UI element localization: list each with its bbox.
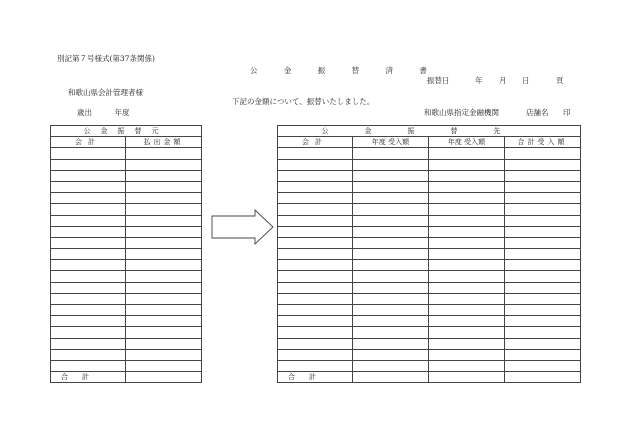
dest-cell[interactable]: [505, 181, 581, 192]
source-header-row: [51, 137, 202, 148]
dest-cell[interactable]: [505, 349, 581, 360]
source-row: [51, 249, 202, 260]
source-cell[interactable]: [126, 282, 202, 293]
dest-row: [278, 271, 581, 282]
dest-cell[interactable]: [353, 249, 429, 260]
dest-row: [278, 327, 581, 338]
dest-header-total: 合計受入額: [505, 137, 581, 148]
dest-cell[interactable]: [353, 226, 429, 237]
source-row: [51, 360, 202, 371]
transfer-date-year: 年: [475, 76, 483, 85]
source-cell[interactable]: [126, 305, 202, 316]
dest-total-label: 合計: [278, 372, 353, 383]
source-cell[interactable]: [126, 181, 202, 192]
source-cell[interactable]: [126, 237, 202, 248]
dest-cell[interactable]: [278, 215, 353, 226]
source-cell[interactable]: [51, 181, 126, 192]
dest-row: [278, 204, 581, 215]
dest-cell[interactable]: [278, 159, 353, 170]
source-cell[interactable]: [51, 204, 126, 215]
dest-cell[interactable]: [278, 237, 353, 248]
source-total-label: 合計: [51, 372, 126, 383]
source-cell[interactable]: [51, 215, 126, 226]
dest-cell[interactable]: [505, 338, 581, 349]
dest-cell[interactable]: [353, 181, 429, 192]
source-total-cell[interactable]: [126, 372, 202, 383]
dest-cell[interactable]: [429, 193, 505, 204]
source-row: [51, 204, 202, 215]
dest-cell[interactable]: [278, 360, 353, 371]
addressee: 和歌山県会計管理者様: [68, 88, 143, 97]
source-cell[interactable]: [126, 193, 202, 204]
source-cell[interactable]: [126, 338, 202, 349]
dest-total-row: [278, 372, 581, 383]
source-row: [51, 181, 202, 192]
source-row: [51, 282, 202, 293]
source-cell[interactable]: [51, 159, 126, 170]
dest-cell[interactable]: [353, 282, 429, 293]
dest-total-cell[interactable]: [505, 372, 581, 383]
source-row: [51, 159, 202, 170]
dest-cell[interactable]: [505, 305, 581, 316]
dest-row: [278, 237, 581, 248]
source-cell[interactable]: [126, 327, 202, 338]
form-id: 別記第７号様式(第37条関係): [57, 54, 155, 63]
source-title-row: [51, 126, 202, 137]
dest-row: [278, 193, 581, 204]
dest-cell[interactable]: [429, 181, 505, 192]
dest-cell[interactable]: [505, 271, 581, 282]
dest-cell[interactable]: [505, 316, 581, 327]
transfer-date-day: 日: [522, 76, 530, 85]
dest-cell[interactable]: [278, 226, 353, 237]
source-cell[interactable]: [126, 204, 202, 215]
dest-cell[interactable]: [505, 193, 581, 204]
dest-cell[interactable]: [505, 360, 581, 371]
dest-cell[interactable]: [353, 170, 429, 181]
dest-cell[interactable]: [353, 204, 429, 215]
dest-row: [278, 360, 581, 371]
fiscal-year: 歳出 年度: [77, 108, 130, 117]
transfer-date-month: 月: [499, 76, 507, 85]
dest-row: [278, 226, 581, 237]
source-row: [51, 226, 202, 237]
source-row: [51, 316, 202, 327]
dest-cell[interactable]: [278, 327, 353, 338]
source-cell[interactable]: [126, 271, 202, 282]
dest-cell[interactable]: [505, 282, 581, 293]
dest-cell[interactable]: [429, 293, 505, 304]
dest-cell[interactable]: [353, 260, 429, 271]
dest-row: [278, 260, 581, 271]
dest-cell[interactable]: [429, 327, 505, 338]
source-cell[interactable]: [126, 148, 202, 159]
dest-cell[interactable]: [278, 293, 353, 304]
source-row: [51, 170, 202, 181]
branch-label: 店舗名: [526, 108, 549, 117]
source-row: [51, 148, 202, 159]
dest-cell[interactable]: [429, 148, 505, 159]
source-cell[interactable]: [126, 159, 202, 170]
source-cell[interactable]: [126, 293, 202, 304]
transfer-date-label: 振替日: [427, 76, 450, 85]
dest-row: [278, 215, 581, 226]
dest-cell[interactable]: [278, 349, 353, 360]
dest-cell[interactable]: [278, 260, 353, 271]
seal-label: 印: [563, 108, 571, 117]
dest-row: [278, 148, 581, 159]
dest-cell[interactable]: [429, 226, 505, 237]
dest-cell[interactable]: [429, 349, 505, 360]
source-cell[interactable]: [51, 316, 126, 327]
dest-row: [278, 170, 581, 181]
dest-cell[interactable]: [505, 293, 581, 304]
source-cell[interactable]: [51, 349, 126, 360]
source-row: [51, 338, 202, 349]
source-cell[interactable]: [51, 282, 126, 293]
dest-total-cell[interactable]: [429, 372, 505, 383]
source-row: [51, 305, 202, 316]
dest-cell[interactable]: [505, 249, 581, 260]
source-cell[interactable]: [126, 226, 202, 237]
dest-row: [278, 159, 581, 170]
source-cell[interactable]: [51, 226, 126, 237]
dest-cell[interactable]: [278, 249, 353, 260]
dest-cell[interactable]: [505, 237, 581, 248]
dest-cell[interactable]: [353, 316, 429, 327]
source-cell[interactable]: [126, 249, 202, 260]
dest-row: [278, 349, 581, 360]
source-cell[interactable]: [51, 327, 126, 338]
dest-cell[interactable]: [278, 271, 353, 282]
dest-cell[interactable]: [505, 159, 581, 170]
source-row: [51, 327, 202, 338]
source-row: [51, 349, 202, 360]
dest-row: [278, 293, 581, 304]
dest-cell[interactable]: [278, 204, 353, 215]
source-cell[interactable]: [126, 316, 202, 327]
dest-cell[interactable]: [429, 249, 505, 260]
dest-cell[interactable]: [353, 349, 429, 360]
source-row: [51, 237, 202, 248]
source-cell[interactable]: [126, 215, 202, 226]
source-header-account: 会計: [51, 137, 126, 148]
dest-total-cell[interactable]: [353, 372, 429, 383]
source-row: [51, 293, 202, 304]
dest-cell[interactable]: [278, 170, 353, 181]
dest-cell[interactable]: [353, 327, 429, 338]
dest-cell[interactable]: [278, 193, 353, 204]
dest-cell[interactable]: [505, 204, 581, 215]
dest-cell[interactable]: [429, 282, 505, 293]
dest-row: [278, 338, 581, 349]
dest-cell[interactable]: [278, 148, 353, 159]
dest-cell[interactable]: [353, 360, 429, 371]
source-cell[interactable]: [51, 338, 126, 349]
transfer-message: 下記の金額について、振替いたしました。: [232, 97, 375, 106]
dest-cell[interactable]: [429, 305, 505, 316]
dest-cell[interactable]: [353, 271, 429, 282]
dest-cell[interactable]: [278, 282, 353, 293]
dest-cell[interactable]: [353, 193, 429, 204]
page-label: 頁: [556, 76, 564, 85]
dest-cell[interactable]: [505, 226, 581, 237]
dest-row: [278, 249, 581, 260]
dest-cell[interactable]: [505, 148, 581, 159]
doc-title: 公 金 振 替 済 書: [250, 66, 439, 75]
source-cell[interactable]: [51, 305, 126, 316]
dest-cell[interactable]: [353, 237, 429, 248]
dest-row: [278, 282, 581, 293]
arrow-right-icon: [211, 209, 275, 245]
dest-row: [278, 316, 581, 327]
dest-cell[interactable]: [429, 204, 505, 215]
source-cell[interactable]: [51, 193, 126, 204]
source-row: [51, 215, 202, 226]
dest-header-account: 会計: [278, 137, 353, 148]
dest-cell[interactable]: [429, 260, 505, 271]
dest-cell[interactable]: [429, 360, 505, 371]
source-cell[interactable]: [126, 170, 202, 181]
dest-cell[interactable]: [278, 305, 353, 316]
dest-cell[interactable]: [353, 338, 429, 349]
source-row: [51, 260, 202, 271]
dest-cell[interactable]: [353, 293, 429, 304]
source-cell[interactable]: [51, 249, 126, 260]
bank-name: 和歌山県指定金融機関: [424, 108, 499, 117]
source-cell[interactable]: [51, 293, 126, 304]
dest-row: [278, 305, 581, 316]
dest-cell[interactable]: [278, 316, 353, 327]
dest-cell[interactable]: [505, 170, 581, 181]
dest-header-received-2: 年度 受入額: [429, 137, 505, 148]
dest-table-title: 公金振替先: [278, 126, 581, 137]
dest-header-row: [278, 137, 581, 148]
dest-cell[interactable]: [505, 327, 581, 338]
dest-cell[interactable]: [429, 215, 505, 226]
source-cell[interactable]: [126, 260, 202, 271]
source-cell[interactable]: [51, 260, 126, 271]
dest-row: [278, 181, 581, 192]
dest-cell[interactable]: [353, 305, 429, 316]
source-table: [50, 125, 202, 383]
dest-cell[interactable]: [429, 159, 505, 170]
source-cell[interactable]: [126, 360, 202, 371]
source-header-amount: 払出金額: [126, 137, 202, 148]
dest-cell[interactable]: [353, 148, 429, 159]
dest-cell[interactable]: [505, 215, 581, 226]
dest-cell[interactable]: [429, 237, 505, 248]
source-row: [51, 193, 202, 204]
dest-cell[interactable]: [353, 215, 429, 226]
dest-cell[interactable]: [505, 260, 581, 271]
dest-cell[interactable]: [429, 338, 505, 349]
source-total-row: [51, 372, 202, 383]
source-row: [51, 271, 202, 282]
dest-cell[interactable]: [353, 159, 429, 170]
dest-cell[interactable]: [278, 181, 353, 192]
dest-table: [277, 125, 581, 383]
dest-cell[interactable]: [429, 271, 505, 282]
dest-cell[interactable]: [429, 316, 505, 327]
source-cell[interactable]: [51, 170, 126, 181]
dest-cell[interactable]: [278, 338, 353, 349]
source-table-title: 公金振替元: [51, 126, 202, 137]
source-cell[interactable]: [51, 271, 126, 282]
source-cell[interactable]: [51, 148, 126, 159]
dest-header-received-1: 年度 受入額: [353, 137, 429, 148]
source-cell[interactable]: [126, 349, 202, 360]
source-cell[interactable]: [51, 237, 126, 248]
source-cell[interactable]: [51, 360, 126, 371]
dest-cell[interactable]: [429, 170, 505, 181]
dest-title-row: [278, 126, 581, 137]
